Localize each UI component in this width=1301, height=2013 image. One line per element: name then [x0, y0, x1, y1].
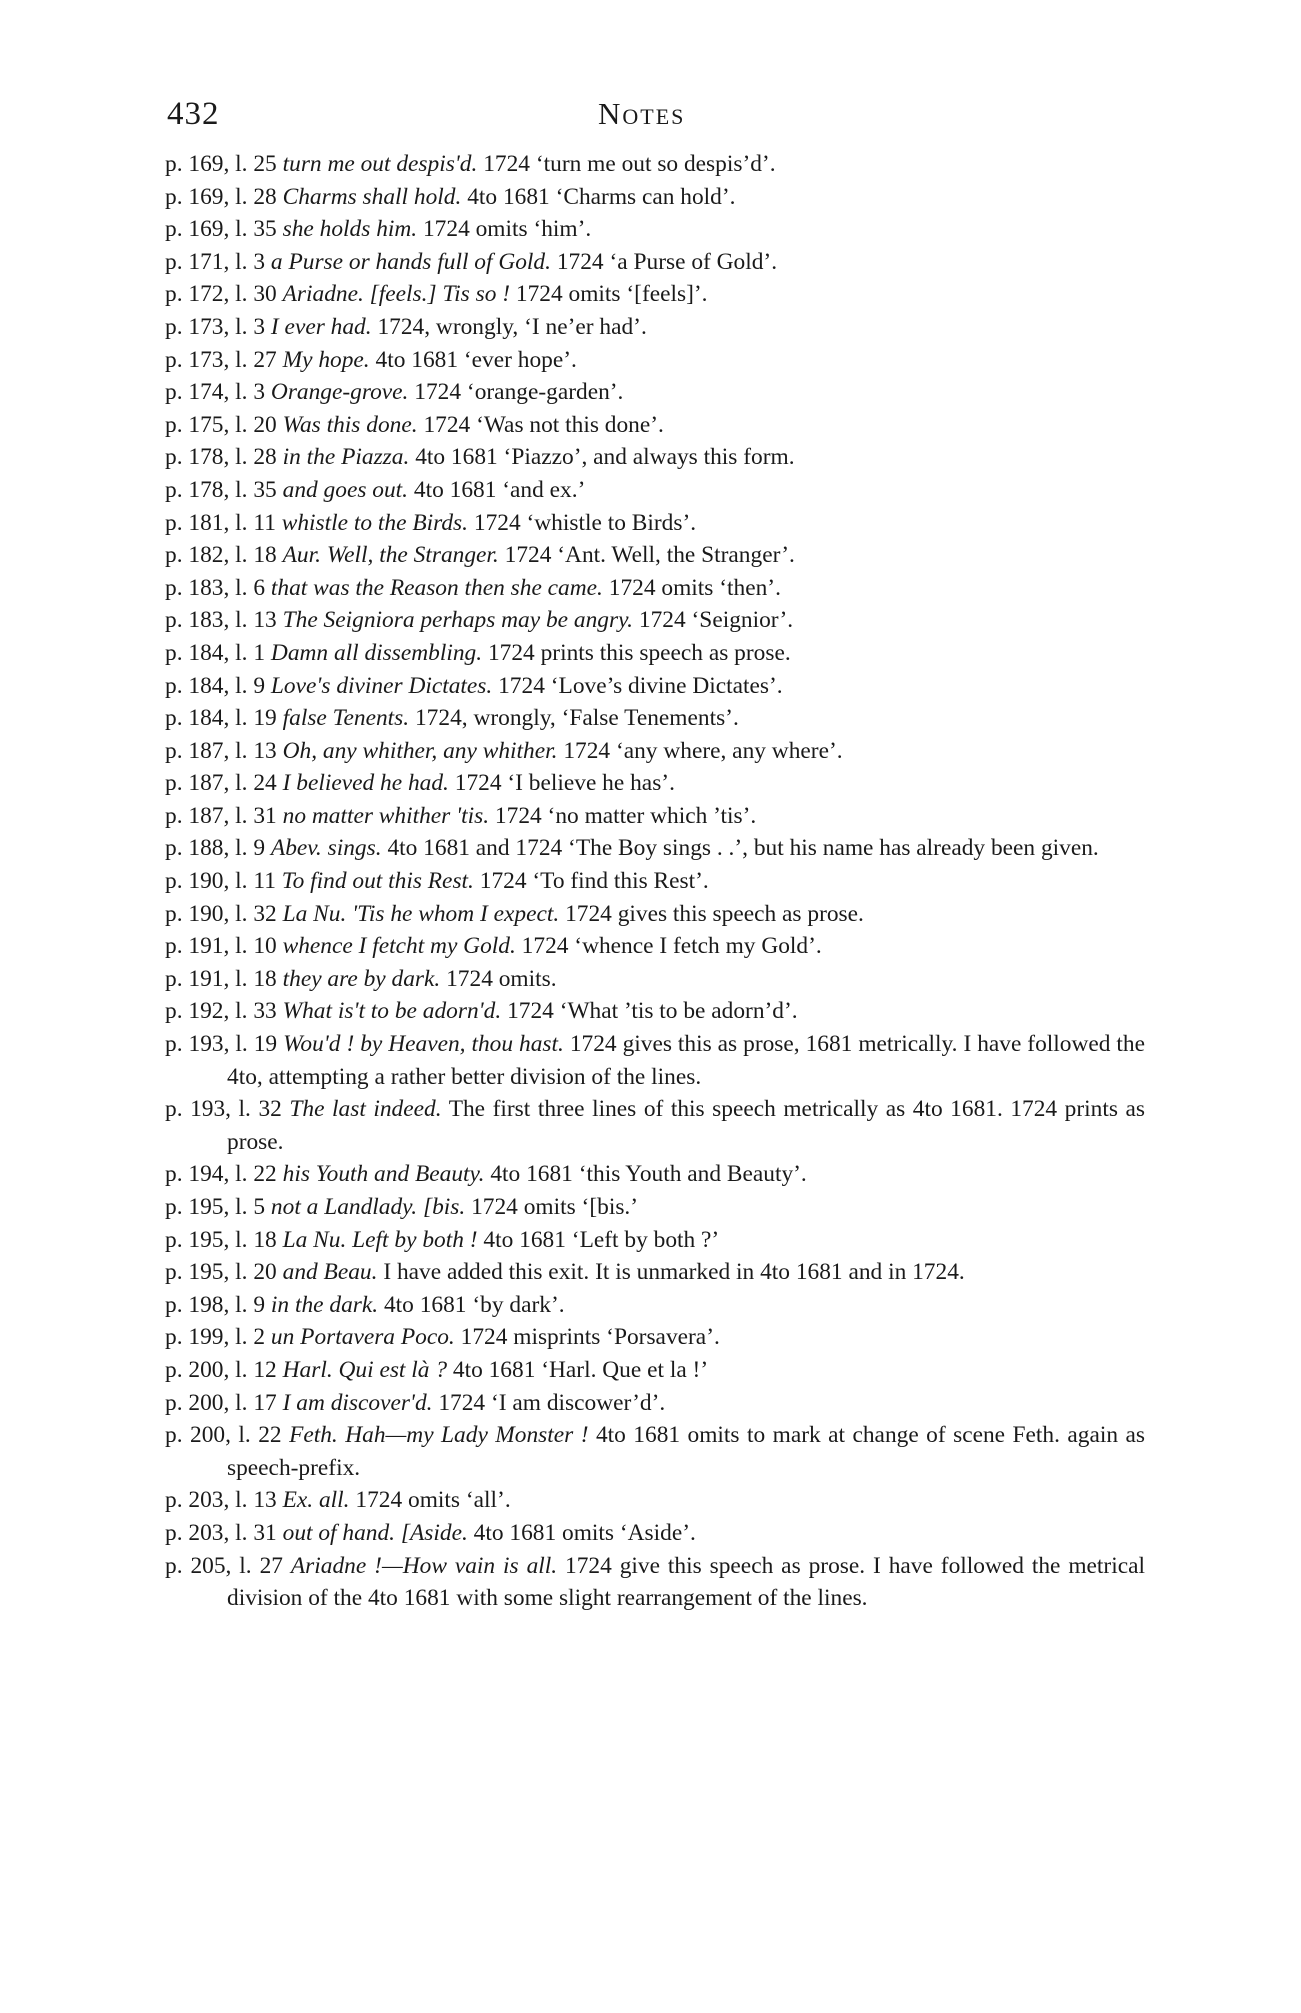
note-comment: 1724 ‘turn me out so despis’d’.	[483, 151, 776, 177]
note-lemma: Harl. Qui est là ?	[282, 1356, 448, 1383]
note-entry	[165, 865, 1145, 898]
note-entry	[165, 1158, 1145, 1191]
note-comment: The first three lines of this speech metrically as 4to 1681. 1724 prints as prose.	[227, 1096, 1145, 1155]
note-reference: p. 183, l. 13	[165, 607, 277, 634]
note-comment: 1724 ‘Seignior’.	[638, 607, 794, 634]
note-reference: p. 200, l. 12	[165, 1356, 277, 1383]
note-lemma: no matter whither 'tis.	[282, 802, 490, 829]
note-reference: p. 172, l. 30	[165, 281, 277, 308]
note-lemma: Damn all dissembling.	[270, 639, 483, 666]
note-reference: p. 192, l. 33	[165, 998, 277, 1025]
note-reference: p. 193, l. 19	[165, 1031, 278, 1058]
page-number: 432	[167, 96, 220, 132]
note-reference: p. 187, l. 31	[165, 802, 277, 829]
notes-list	[165, 148, 1145, 1615]
note-lemma: Feth. Hah—my Lady Monster !	[289, 1422, 589, 1449]
note-entry	[165, 1354, 1145, 1387]
note-comment: 1724 omits.	[446, 965, 557, 992]
note-reference: p. 187, l. 13	[165, 737, 277, 764]
note-lemma: La Nu. Left by both !	[282, 1226, 478, 1253]
note-entry	[165, 278, 1145, 311]
note-reference: p. 203, l. 31	[165, 1519, 277, 1546]
note-comment: 1724 prints this speech as prose.	[487, 639, 791, 666]
note-entry	[165, 409, 1145, 442]
note-reference: p. 184, l. 1	[165, 639, 266, 666]
note-lemma: I ever had.	[270, 313, 372, 340]
note-reference: p. 200, l. 22	[165, 1422, 282, 1449]
note-lemma: out of hand. [Aside.	[282, 1519, 468, 1546]
note-entry	[165, 376, 1145, 409]
note-reference: p. 183, l. 6	[165, 574, 266, 601]
note-comment: 1724 ‘To find this Rest’.	[479, 868, 709, 895]
note-comment: 1724 give this speech as prose. I have followed the metrical division of the 4to 1681 with some slight rearrangement of the lines.	[227, 1552, 1145, 1612]
note-lemma: The last indeed.	[289, 1096, 442, 1123]
note-entry	[165, 604, 1145, 637]
note-entry	[165, 670, 1145, 703]
note-entry	[165, 213, 1145, 246]
note-entry	[165, 702, 1145, 735]
note-reference: p. 194, l. 22	[165, 1161, 277, 1188]
note-entry	[165, 832, 1145, 865]
note-entry	[165, 148, 1145, 181]
note-reference: p. 203, l. 13	[165, 1487, 277, 1514]
note-lemma: Charms shall hold.	[282, 183, 462, 210]
note-lemma: Ariadne !—How vain is all.	[290, 1552, 558, 1579]
note-entry	[165, 507, 1145, 540]
note-entry	[165, 1387, 1145, 1420]
note-reference: p. 171, l. 3	[165, 248, 266, 275]
note-reference: p. 182, l. 18	[165, 542, 277, 569]
note-lemma: I believed he had.	[282, 770, 449, 797]
note-reference: p. 195, l. 5	[165, 1194, 266, 1220]
note-entry	[165, 181, 1145, 214]
note-reference: p. 195, l. 20	[165, 1259, 277, 1286]
note-comment: 1724 omits ‘[feels]’.	[515, 281, 708, 308]
note-comment: 4to 1681 ‘Harl. Que et la !’	[452, 1356, 709, 1383]
note-comment: 1724 ‘whistle to Birds’.	[473, 509, 697, 536]
note-lemma: they are by dark.	[282, 965, 441, 992]
note-lemma: Oh, any whither, any whither.	[282, 737, 558, 764]
note-lemma: turn me out despis'd.	[282, 151, 478, 177]
note-lemma: Orange-grove.	[270, 379, 409, 406]
note-entry	[165, 800, 1145, 833]
note-entry	[165, 898, 1145, 931]
note-reference: p. 174, l. 3	[165, 379, 266, 406]
note-comment: 1724 ‘orange-garden’.	[414, 379, 624, 406]
note-entry	[165, 1256, 1145, 1289]
note-reference: p. 184, l. 19	[165, 705, 277, 732]
note-comment: 1724 gives this speech as prose.	[565, 900, 864, 927]
note-lemma: that was the Reason then she came.	[270, 574, 603, 601]
note-comment: I have added this exit. It is unmarked in 4to 1681 and in 1724.	[383, 1259, 965, 1286]
note-reference: p. 188, l. 9	[165, 835, 266, 862]
note-entry	[165, 441, 1145, 474]
note-reference: p. 193, l. 32	[165, 1096, 282, 1123]
note-reference: p. 187, l. 24	[165, 770, 277, 797]
note-comment: 4to 1681 ‘and ex.’	[413, 476, 586, 503]
note-comment: 4to 1681 omits ‘Aside’.	[473, 1519, 696, 1546]
note-reference: p. 198, l. 9	[165, 1291, 266, 1318]
note-entry	[165, 735, 1145, 768]
note-comment: 1724, wrongly, ‘False Tenements’.	[414, 705, 739, 732]
note-lemma: in the dark.	[270, 1291, 379, 1318]
note-entry	[165, 474, 1145, 507]
note-lemma: Abev. sings.	[270, 835, 382, 862]
note-reference: p. 178, l. 28	[165, 444, 277, 471]
note-lemma: Ex. all.	[282, 1487, 350, 1514]
note-lemma: The Seigniora perhaps may be angry.	[282, 607, 634, 634]
note-entry	[165, 637, 1145, 670]
note-entry	[165, 1093, 1145, 1158]
note-reference: p. 178, l. 35	[165, 476, 277, 503]
note-comment: 4to 1681 omits to mark at change of scene Feth. again as speech-prefix.	[227, 1422, 1145, 1481]
note-lemma: Was this done.	[282, 411, 418, 438]
note-reference: p. 181, l. 11	[165, 509, 276, 536]
note-reference: p. 190, l. 32	[165, 900, 277, 927]
note-comment: 1724 ‘I am discower’d’.	[438, 1389, 666, 1416]
note-comment: 1724 omits ‘him’.	[422, 216, 592, 243]
note-comment: 1724 ‘any where, any where’.	[563, 737, 843, 764]
note-comment: 1724, wrongly, ‘I ne’er had’.	[377, 313, 647, 340]
note-comment: 1724 ‘Was not this done’.	[423, 411, 664, 438]
note-entry	[165, 1224, 1145, 1257]
note-lemma: his Youth and Beauty.	[282, 1161, 485, 1188]
note-reference: p. 173, l. 3	[165, 313, 266, 340]
note-comment: 1724 ‘Love’s divine Dictates’.	[498, 672, 783, 699]
note-comment: 1724 ‘I believe he has’.	[454, 770, 675, 797]
note-entry	[165, 767, 1145, 800]
note-reference: p. 169, l. 28	[165, 183, 277, 210]
note-lemma: Wou'd ! by Heaven, thou hast.	[283, 1031, 564, 1058]
note-comment: 4to 1681 ‘ever hope’.	[375, 346, 577, 373]
note-reference: p. 195, l. 18	[165, 1226, 277, 1253]
note-reference: p. 191, l. 18	[165, 965, 277, 992]
note-comment: 1724 ‘whence I fetch my Gold’.	[521, 933, 822, 960]
note-lemma: and goes out.	[282, 476, 409, 503]
note-entry	[165, 1028, 1145, 1093]
running-title: Notes	[598, 96, 686, 131]
note-entry	[165, 1289, 1145, 1322]
page-header	[165, 96, 1145, 148]
note-lemma: Ariadne. [feels.] Tis so !	[282, 281, 511, 308]
note-comment: 1724 ‘a Purse of Gold’.	[556, 248, 778, 275]
note-entry	[165, 572, 1145, 605]
note-comment: 1724 omits ‘all’.	[355, 1487, 511, 1514]
note-entry	[165, 311, 1145, 344]
note-lemma: My hope.	[282, 346, 370, 373]
note-comment: 1724 misprints ‘Porsavera’.	[460, 1324, 720, 1351]
note-reference: p. 169, l. 35	[165, 216, 277, 243]
note-lemma: What is't to be adorn'd.	[282, 998, 502, 1025]
note-entry	[165, 1191, 1145, 1224]
note-comment: 1724 ‘Ant. Well, the Stranger’.	[504, 542, 795, 569]
note-lemma: whence I fetcht my Gold.	[282, 933, 516, 960]
note-lemma: La Nu. 'Tis he whom I expect.	[282, 900, 560, 927]
note-reference: p. 184, l. 9	[165, 672, 266, 699]
note-entry	[165, 963, 1145, 996]
note-comment: 1724 ‘no matter which ’tis’.	[494, 802, 757, 829]
note-entry	[165, 539, 1145, 572]
note-comment: 4to 1681 and 1724 ‘The Boy sings . .’, but his name has already been given.	[387, 835, 1099, 862]
note-entry	[165, 1550, 1145, 1615]
note-lemma: she holds him.	[282, 216, 418, 243]
note-lemma: a Purse or hands full of Gold.	[270, 248, 551, 275]
note-lemma: whistle to the Birds.	[281, 509, 469, 536]
note-lemma: Aur. Well, the Stranger.	[282, 542, 499, 569]
note-reference: p. 175, l. 20	[165, 411, 277, 438]
note-comment: 4to 1681 ‘Left by both ?’	[483, 1226, 720, 1253]
note-comment: 4to 1681 ‘Charms can hold’.	[467, 183, 736, 210]
note-lemma: not a Landlady. [bis.	[270, 1194, 466, 1220]
note-lemma: false Tenents.	[282, 705, 410, 732]
note-lemma: To find out this Rest.	[281, 868, 474, 895]
note-reference: p. 190, l. 11	[165, 868, 276, 895]
note-entry	[165, 930, 1145, 963]
note-lemma: I am discover'd.	[282, 1389, 433, 1416]
note-reference: p. 173, l. 27	[165, 346, 277, 373]
note-lemma: in the Piazza.	[282, 444, 410, 471]
note-entry	[165, 344, 1145, 377]
note-comment: 1724 gives this as prose, 1681 metrically. I have followed the 4to, attempting a rather better division of the lines.	[227, 1031, 1145, 1090]
note-comment: 4to 1681 ‘this Youth and Beauty’.	[490, 1161, 807, 1188]
note-comment: 4to 1681 ‘by dark’.	[383, 1291, 565, 1318]
note-reference: p. 200, l. 17	[165, 1389, 277, 1416]
note-comment: 1724 omits ‘then’.	[608, 574, 781, 601]
note-lemma: Love's diviner Dictates.	[270, 672, 493, 699]
note-entry	[165, 1517, 1145, 1550]
note-entry	[165, 246, 1145, 279]
note-entry	[165, 1419, 1145, 1484]
note-entry	[165, 995, 1145, 1028]
note-comment: 1724 omits ‘[bis.’	[471, 1194, 639, 1220]
note-reference: p. 191, l. 10	[165, 933, 277, 960]
page	[165, 96, 1145, 1615]
note-reference: p. 199, l. 2	[165, 1324, 266, 1351]
note-comment: 1724 ‘What ’tis to be adorn’d’.	[507, 998, 798, 1025]
note-lemma: un Portavera Poco.	[270, 1324, 455, 1351]
note-lemma: and Beau.	[282, 1259, 378, 1286]
note-reference: p. 169, l. 25	[165, 151, 277, 177]
note-entry	[165, 1321, 1145, 1354]
note-entry	[165, 1484, 1145, 1517]
note-comment: 4to 1681 ‘Piazzo’, and always this form.	[415, 444, 795, 471]
note-reference: p. 205, l. 27	[165, 1552, 283, 1579]
